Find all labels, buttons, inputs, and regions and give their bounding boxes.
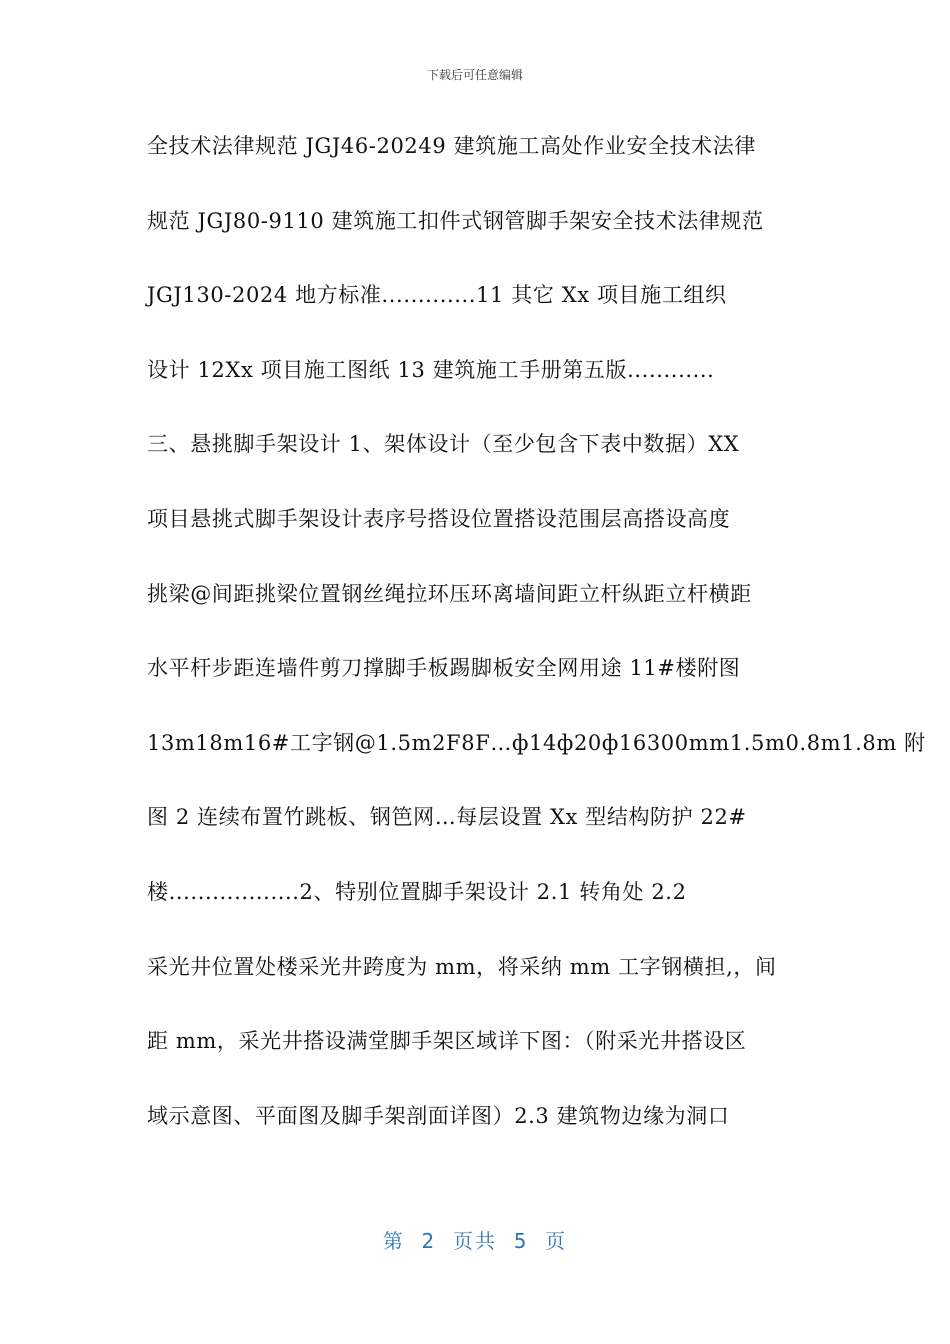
text-line: 采光井位置处楼采光井跨度为 mm，将采纳 mm 工字钢横担,，间: [147, 954, 777, 979]
text-line: 水平杆步距连墙件剪刀撑脚手板踢脚板安全网用途 11#楼附图: [147, 656, 741, 681]
text-line: 距 mm，采光井搭设满堂脚手架区域详下图：（附采光井搭设区: [147, 1029, 747, 1054]
text-line: 13m18m16#工字钢@1.5m2F8F…ф14ф20ф16300mm1.5m0.8m1.8m 附: [147, 730, 926, 755]
page-number-footer: 第 2 页共 5 页: [382, 1229, 568, 1253]
text-line: 图 2 连续布置竹跳板、钢笆网…每层设置 Xx 型结构防护 22#: [147, 805, 747, 830]
text-line: 项目悬挑式脚手架设计表序号搭设位置搭设范围层高搭设高度: [147, 506, 731, 531]
text-line: 规范 JGJ80-9110 建筑施工扣件式钢管脚手架安全技术法律规范: [147, 208, 764, 233]
text-line: 全技术法律规范 JGJ46-20249 建筑施工高处作业安全技术法律: [147, 134, 756, 158]
text-line: 设计 12Xx 项目施工图纸 13 建筑施工手册第五版............: [147, 357, 715, 382]
text-line: 三、悬挑脚手架设计 1、架体设计（至少包含下表中数据）XX: [147, 432, 740, 457]
page-header-note: 下载后可任意编辑: [426, 68, 523, 82]
text-line: 挑梁@间距挑梁位置钢丝绳拉环压环离墙间距立杆纵距立杆横距: [147, 581, 752, 606]
text-line: JGJ130-2024 地方标准.............11 其它 Xx 项目施工组织: [147, 283, 727, 308]
document-body: [147, 118, 926, 1162]
text-line: 楼..................2、特别位置脚手架设计 2.1 转角处 2.2: [147, 879, 687, 904]
text-line: 域示意图、平面图及脚手架剖面详图）2.3 建筑物边缘为洞口: [147, 1103, 730, 1128]
